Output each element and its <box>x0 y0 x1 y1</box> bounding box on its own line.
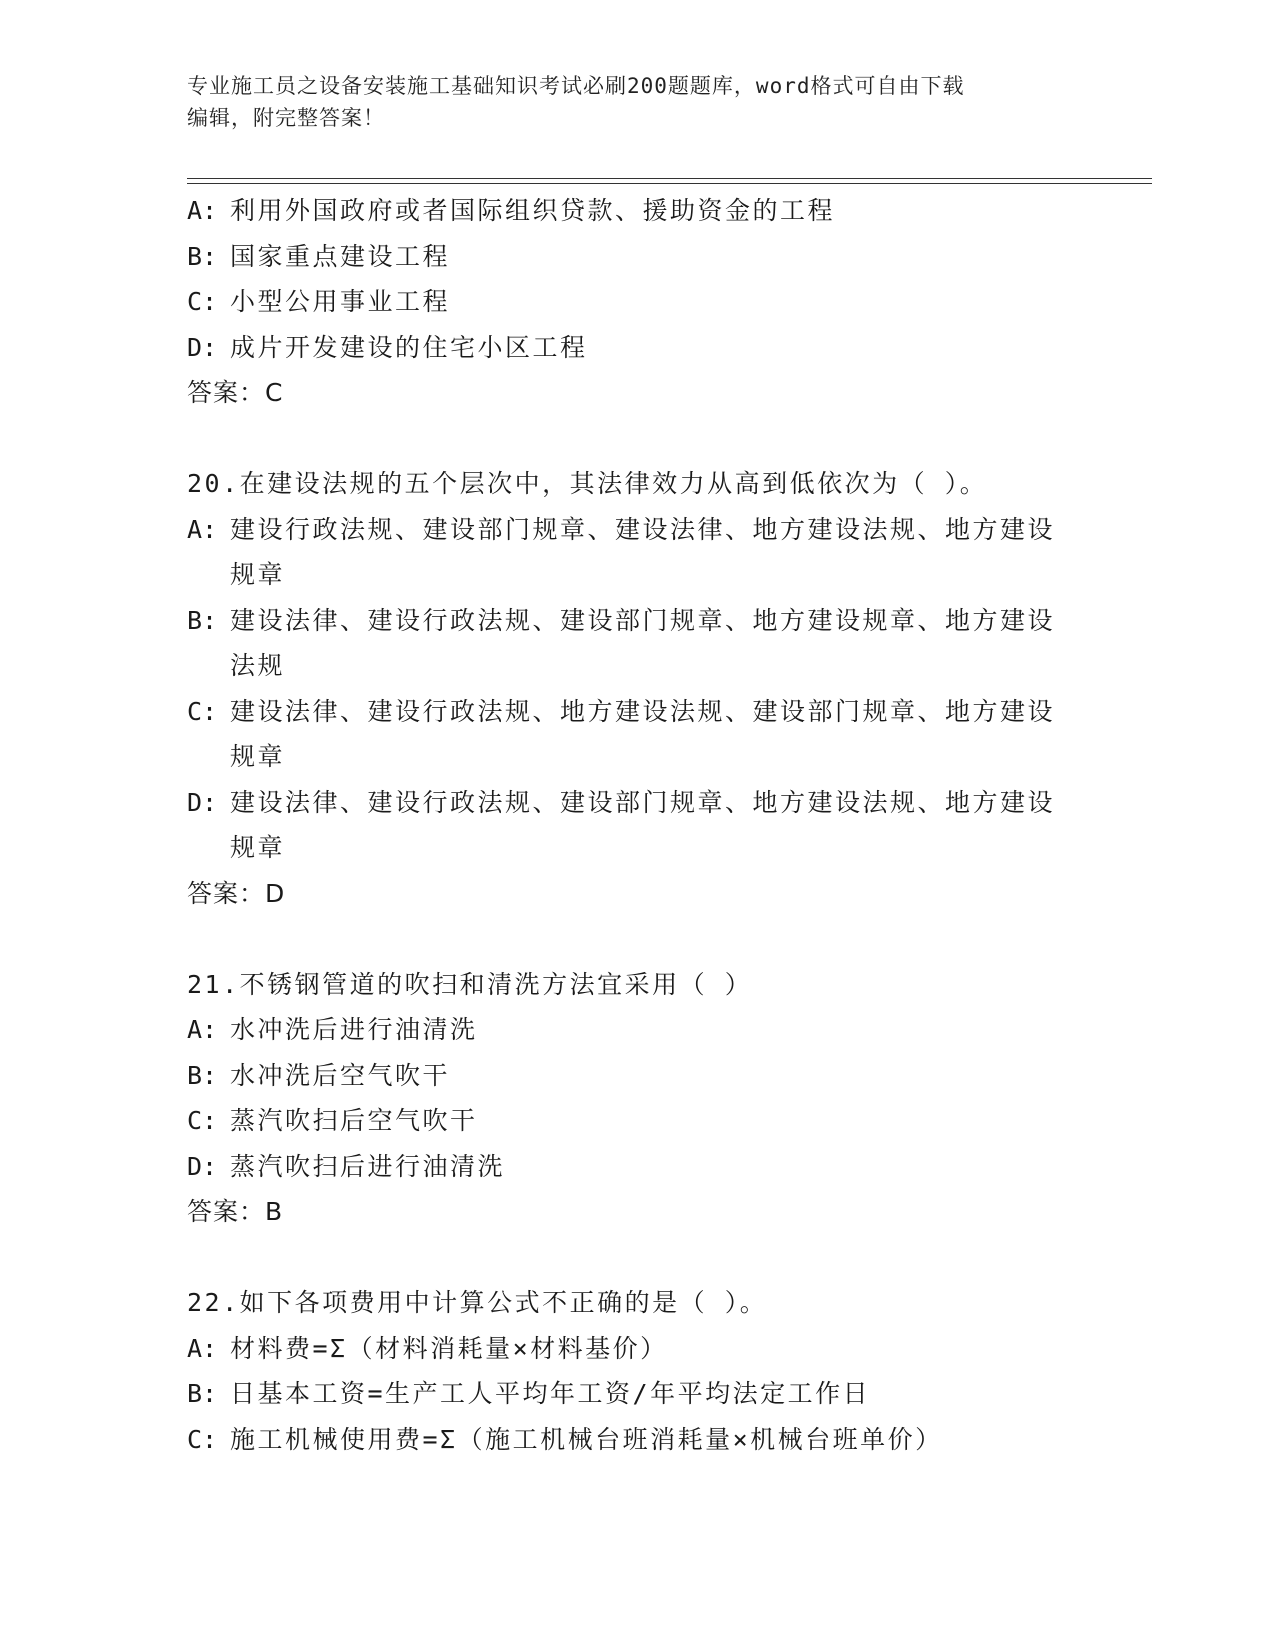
header-divider-bottom <box>187 183 1152 184</box>
option-key: C: <box>187 1424 218 1454</box>
option-text: 小型公用事业工程 <box>230 287 451 316</box>
option-text: 建设法律、建设行政法规、建设部门规章、地方建设法规、地方建设规章 <box>230 787 1056 862</box>
option-key: D: <box>187 787 218 817</box>
option-c <box>187 279 1067 325</box>
option-c <box>187 1098 1067 1144</box>
option-text: 建设法律、建设行政法规、建设部门规章、地方建设规章、地方建设法规 <box>230 605 1056 680</box>
option-key: C: <box>187 1106 218 1135</box>
question-stem: 21.不锈钢管道的吹扫和清洗方法宜采用（ ） <box>187 969 753 999</box>
option-b <box>187 1053 1067 1099</box>
option-b <box>187 1371 1067 1417</box>
option-text: 成片开发建设的住宅小区工程 <box>230 332 588 362</box>
option-text: 水冲洗后进行油清洗 <box>230 1015 478 1044</box>
question-19 <box>187 188 1067 416</box>
option-key: C: <box>187 287 218 316</box>
option-key: B: <box>187 605 218 635</box>
option-b <box>187 598 1067 689</box>
question-list <box>187 188 1067 1462</box>
question-stem: 22.如下各项费用中计算公式不正确的是（ ）。 <box>187 1288 768 1317</box>
option-key: A: <box>187 1015 218 1044</box>
option-a <box>187 1007 1067 1053</box>
spacer <box>187 416 1067 462</box>
header-title-line-2: 编辑，附完整答案！ <box>187 106 385 130</box>
option-a <box>187 188 1067 234</box>
option-text: 利用外国政府或者国际组织贷款、援助资金的工程 <box>230 196 836 225</box>
option-text: 国家重点建设工程 <box>230 241 451 271</box>
spacer <box>187 1235 1067 1281</box>
answer: 答案：B <box>187 1197 284 1226</box>
header-title-line-1: 专业施工员之设备安装施工基础知识考试必刷200题题库，word格式可自由下载 <box>187 74 965 98</box>
option-key: A: <box>187 1333 218 1363</box>
option-key: A: <box>187 514 218 544</box>
option-text: 材料费=Σ（材料消耗量×材料基价） <box>230 1333 668 1363</box>
option-a <box>187 507 1067 598</box>
option-a <box>187 1326 1067 1372</box>
option-d <box>187 780 1067 871</box>
option-text: 施工机械使用费=Σ（施工机械台班消耗量×机械台班单价） <box>230 1424 943 1454</box>
option-c <box>187 689 1067 780</box>
option-key: B: <box>187 1060 218 1090</box>
option-key: D: <box>187 332 218 362</box>
spacer <box>187 916 1067 962</box>
option-text: 蒸汽吹扫后进行油清洗 <box>230 1151 506 1181</box>
option-key: D: <box>187 1151 218 1181</box>
option-key: B: <box>187 1379 218 1408</box>
question-22 <box>187 1280 1067 1462</box>
header-divider-top <box>187 178 1152 179</box>
option-key: B: <box>187 241 218 271</box>
question-20 <box>187 461 1067 916</box>
option-d <box>187 325 1067 371</box>
option-text: 建设法律、建设行政法规、地方建设法规、建设部门规章、地方建设规章 <box>230 696 1056 771</box>
option-c <box>187 1417 1067 1463</box>
option-text: 建设行政法规、建设部门规章、建设法律、地方建设法规、地方建设规章 <box>230 514 1056 589</box>
question-21 <box>187 962 1067 1235</box>
option-text: 蒸汽吹扫后空气吹干 <box>230 1106 478 1135</box>
option-key: C: <box>187 696 218 726</box>
option-text: 水冲洗后空气吹干 <box>230 1060 451 1090</box>
option-b <box>187 234 1067 280</box>
answer: 答案：D <box>187 878 286 908</box>
option-d <box>187 1144 1067 1190</box>
question-stem: 20.在建设法规的五个层次中，其法律效力从高到低依次为（ ）。 <box>187 469 988 498</box>
document-header <box>187 70 1067 134</box>
option-text: 日基本工资=生产工人平均年工资/年平均法定工作日 <box>230 1379 871 1408</box>
option-key: A: <box>187 196 218 225</box>
answer: 答案：C <box>187 378 284 407</box>
